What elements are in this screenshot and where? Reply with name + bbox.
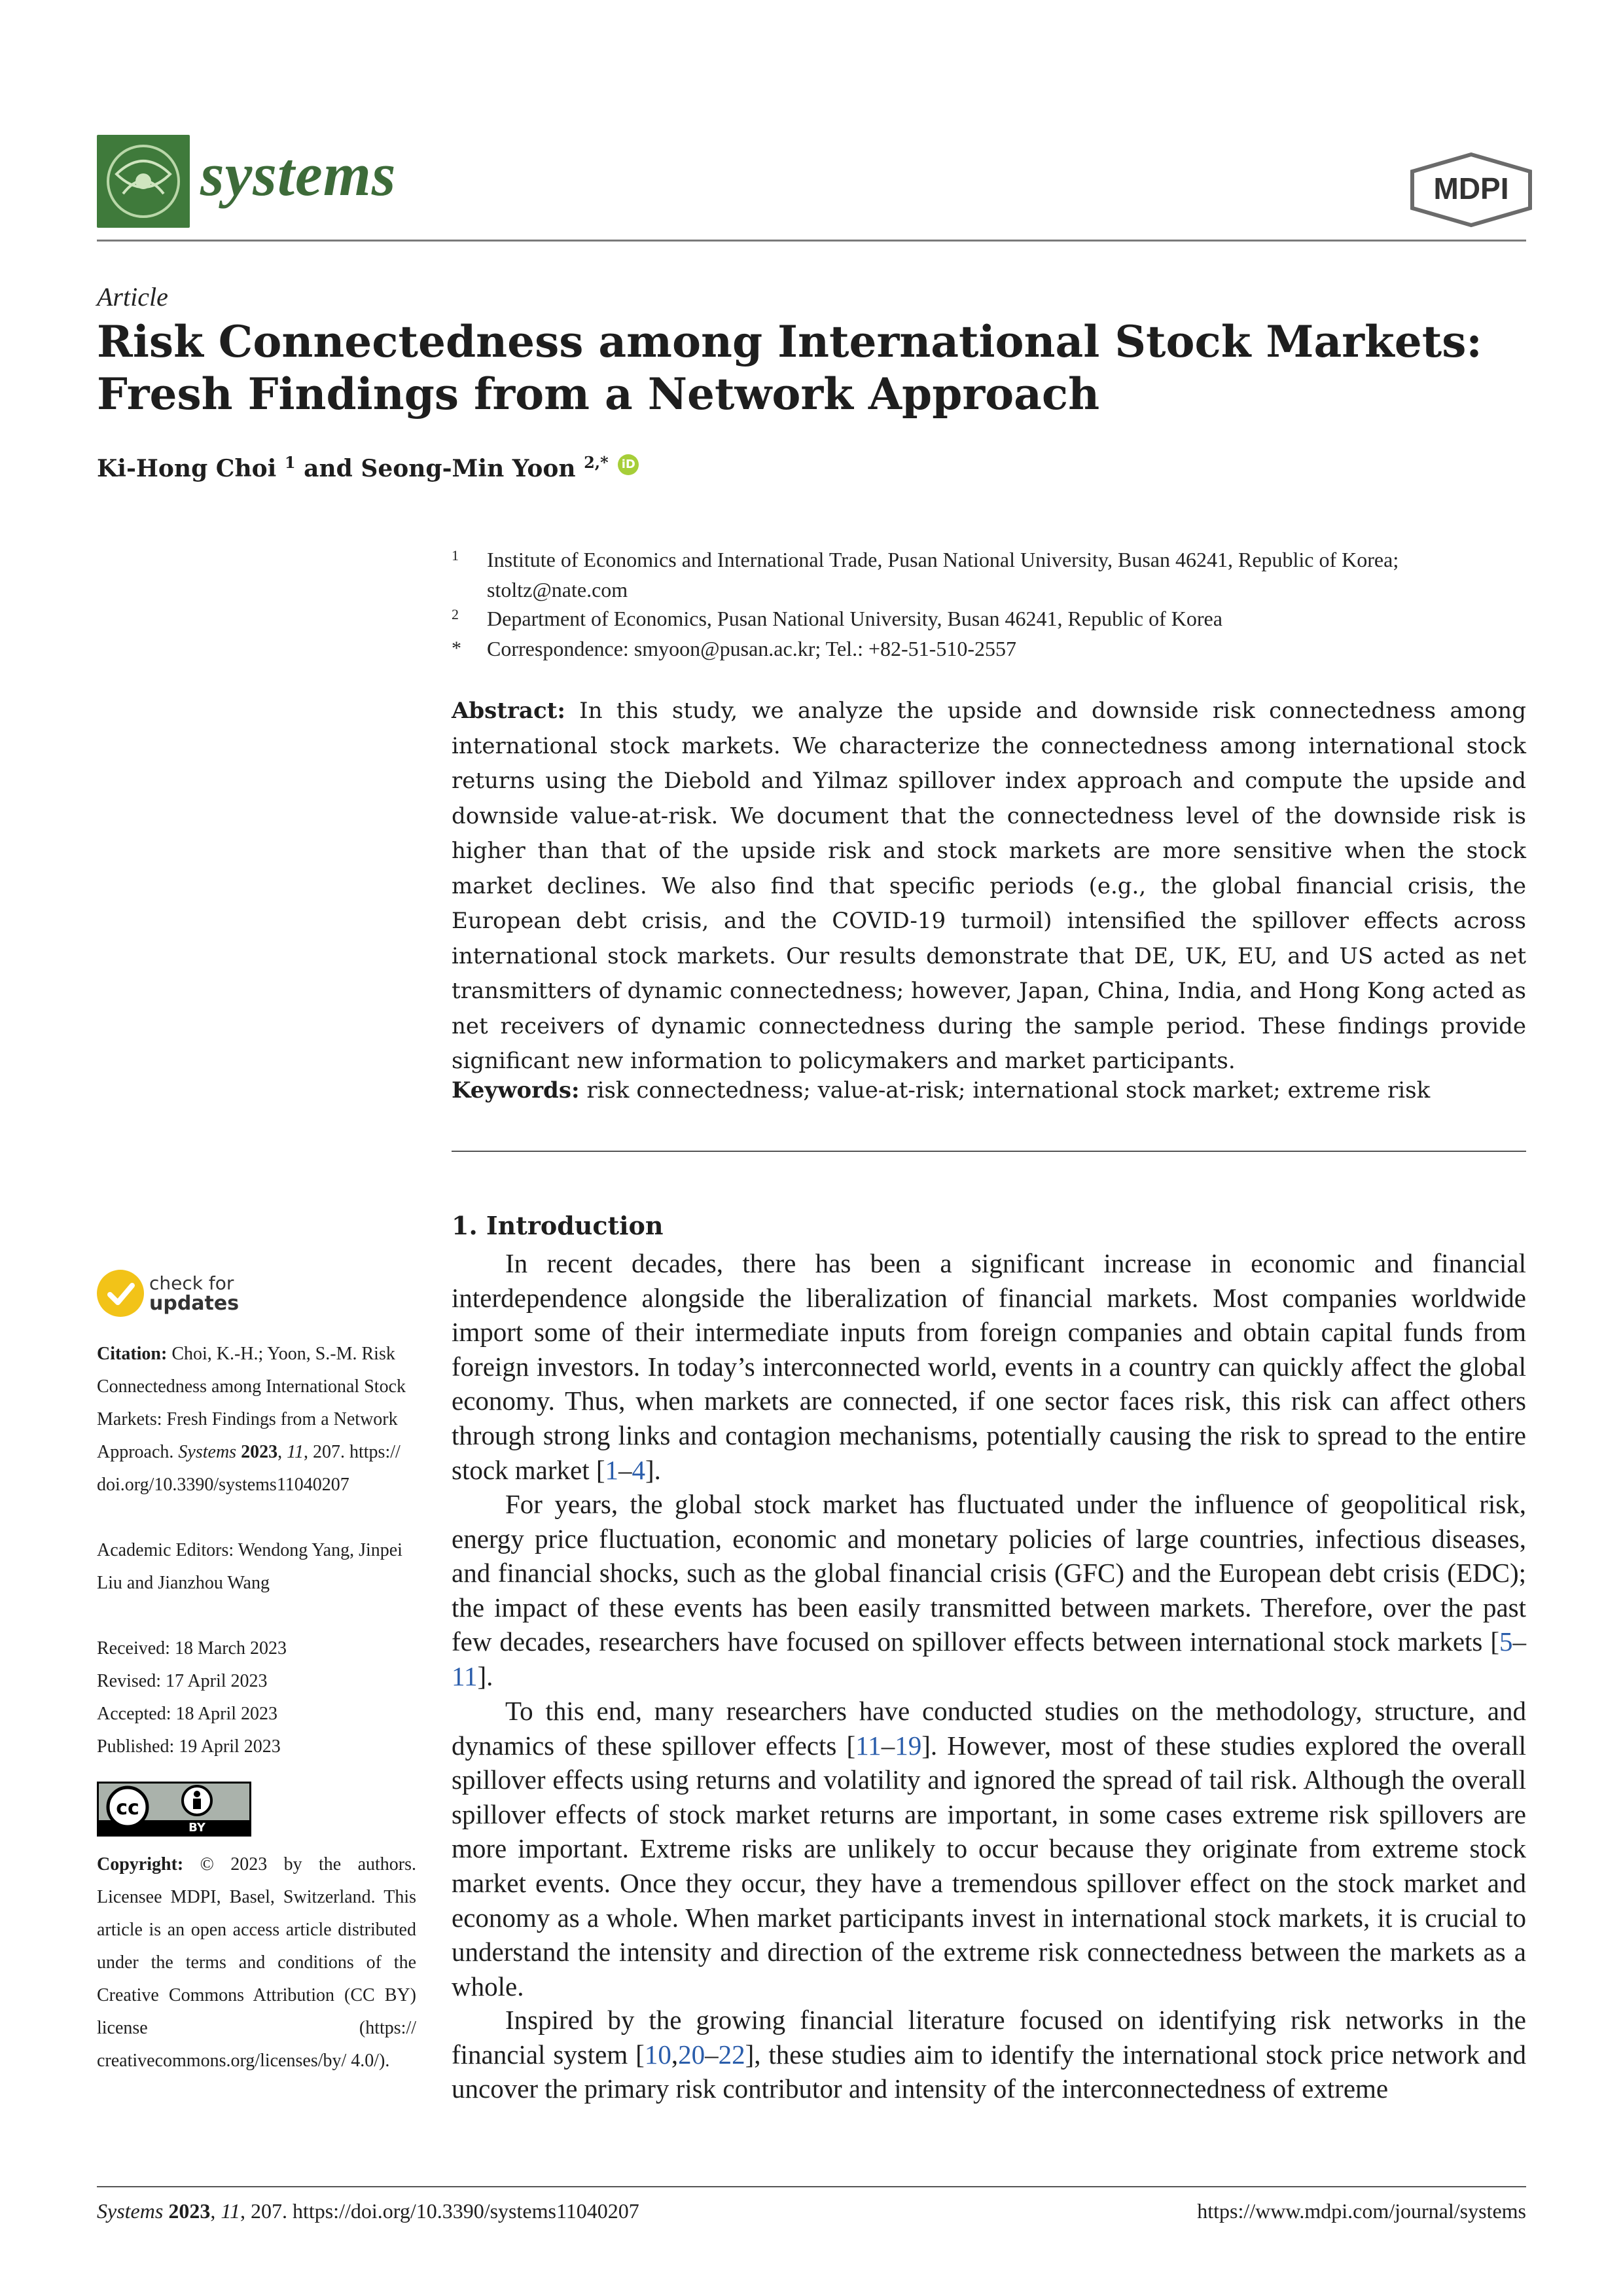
footer-year: 2023 bbox=[168, 2199, 211, 2223]
abstract bbox=[452, 694, 1526, 1079]
author-affil-mark: 2,* bbox=[584, 453, 609, 472]
affiliation-item bbox=[452, 603, 1531, 634]
citation-doi[interactable]: , 207. https:// doi.org/10.3390/systems11040207 bbox=[97, 1442, 401, 1495]
citation-volume: 11 bbox=[287, 1442, 304, 1462]
affiliation-mark: 2 bbox=[452, 606, 459, 622]
accepted-date: Accepted: 18 April 2023 bbox=[97, 1704, 278, 1724]
body-paragraph: In recent decades, there has been a significant increase in economic and financial interdependence alongside the liberalization of financial markets. Most companies worldwide import some of their intermediate inputs from foreign companies and obtain capital funds from foreign investors. In today’s interconnected world, events in a country can quickly affect the global economy. Thus, when markets are connected, if one sector faces risk, this risk can affect others through strong links and contagion mechanisms, potentially causing the risk to spread to the entire stock market [1–4]. bbox=[452, 1248, 1526, 1485]
check-for-updates-label[interactable]: check for bbox=[149, 1272, 234, 1294]
citation-year: 2023 bbox=[241, 1442, 278, 1462]
article-title: Risk Connectedness among International Stock Markets: Fresh Findings from a Network Approach bbox=[97, 316, 1482, 420]
citation-link[interactable]: 19 bbox=[895, 1730, 922, 1761]
citation-block: Citation: Choi, K.-H.; Yoon, S.-M. Risk Connectedness among International Stock Markets: Fresh Findings from a Network Approach. Systems 2023, 11, 207. https:// doi.org/10.3390/systems11040207 bbox=[97, 1344, 406, 1495]
orcid-icon[interactable]: iD bbox=[618, 454, 639, 475]
footer-journal-url[interactable]: https://www.mdpi.com/journal/systems bbox=[1197, 2199, 1526, 2223]
citation-link[interactable]: 4 bbox=[632, 1454, 646, 1485]
mdpi-logo-icon bbox=[1406, 152, 1537, 228]
check-for-updates-icon[interactable] bbox=[97, 1270, 144, 1317]
check-for-updates-label[interactable]: updates bbox=[149, 1292, 240, 1315]
header-divider bbox=[97, 240, 1526, 242]
abstract-divider bbox=[452, 1151, 1526, 1152]
article-type: Article bbox=[97, 282, 168, 312]
affiliation-text: Institute of Economics and International Trade, Pusan National University, Busan 46241, Republic of Korea; stoltz@nate.com bbox=[487, 548, 1399, 601]
authors-joiner: and bbox=[304, 455, 353, 482]
copyright-label: Copyright: bbox=[97, 1854, 184, 1874]
copyright-text: © 2023 by the authors. Licensee MDPI, Basel, Switzerland. This article is an open access article distributed under the terms and conditions of the Creative Commons Attribution (CC BY) license (https:// creativecommons.org/licenses/by/ 4.0/). bbox=[97, 1854, 416, 2071]
mdpi-logo-text: MDPI bbox=[1433, 171, 1509, 206]
citation-journal: Systems bbox=[178, 1442, 237, 1462]
affiliation-item bbox=[452, 545, 1531, 605]
keywords-text: risk connectedness; value-at-risk; international stock market; extreme risk bbox=[586, 1077, 1431, 1103]
author-list bbox=[97, 453, 639, 482]
affiliation-item bbox=[452, 634, 1531, 664]
citation-link[interactable]: 1 bbox=[605, 1454, 619, 1485]
citation-link[interactable]: 11 bbox=[452, 1660, 478, 1691]
footer-journal: Systems bbox=[97, 2199, 164, 2223]
journal-name: systems bbox=[200, 141, 397, 209]
received-date: Received: 18 March 2023 bbox=[97, 1638, 287, 1659]
academic-editors: Academic Editors: Wendong Yang, Jinpei Liu and Jianzhou Wang bbox=[97, 1540, 402, 1593]
correspondence-text: Correspondence: smyoon@pusan.ac.kr; Tel.: +82-51-510-2557 bbox=[487, 637, 1016, 660]
footer-citation: Systems 2023, 11, 207. https://doi.org/10.3390/systems11040207 bbox=[97, 2199, 639, 2223]
citation-link[interactable]: 20 bbox=[678, 2039, 705, 2070]
citation-text: Choi, K.-H.; Yoon, S.-M. Risk Connectedness among International Stock Markets: Fresh Findings from a Network Approach. bbox=[97, 1344, 406, 1462]
author-name[interactable]: Ki-Hong Choi bbox=[97, 455, 277, 482]
citation-link[interactable]: 10 bbox=[644, 2039, 671, 2070]
body-paragraph: Inspired by the growing financial literature focused on identifying risk networks in the financial system [10,20–22], these studies aim to identify the international stock price network and uncover the primary risk contributor and intensity of the interconnectedness of extreme bbox=[452, 2005, 1527, 2104]
body-paragraph: To this end, many researchers have conducted studies on the methodology, structure, and dynamics of these spillover effects [11–19]. However, most of these studies explored the overall spillover effects using returns and volatility and ignored the spread of tail risk. Although the overall spillover effects of stock market returns are important, in some cases extreme risk spillovers are more important. Extreme risks are unlikely to occur because they originate from extreme stock market events. Once they occur, they have a tremendous spillover effect on the stock market and economy as a whole. When market participants invest in international stock markets, it is crucial to understand the intensity and direction of the extreme risk connectedness between the markets as a whole. bbox=[452, 1696, 1526, 2001]
copyright-block bbox=[97, 1848, 416, 2077]
affiliation-mark: 1 bbox=[452, 547, 459, 564]
citation-link[interactable]: 11 bbox=[855, 1730, 882, 1761]
journal-logo-icon bbox=[97, 135, 190, 228]
affiliation-text: Department of Economics, Pusan National University, Busan 46241, Republic of Korea bbox=[487, 607, 1222, 630]
cc-by-license-icon[interactable] bbox=[97, 1782, 251, 1837]
footer-doi[interactable]: , 207. https://doi.org/10.3390/systems11040207 bbox=[240, 2199, 639, 2223]
section-heading: 1. Introduction bbox=[452, 1211, 664, 1240]
citation-link[interactable]: 5 bbox=[1499, 1626, 1513, 1657]
cc-label: cc bbox=[116, 1797, 139, 1820]
footer-volume: 11 bbox=[221, 2199, 240, 2223]
affiliation-mark: * bbox=[452, 637, 461, 659]
abstract-text: In this study, we analyze the upside and downside risk connectedness among international stock markets. We characterize the connectedness among international stock returns using the Diebold and Yilmaz spillover index approach and compute the upside and downside value-at-risk. We document that the connectedness level of the downside risk is higher than that of the upside risk and stock markets are more sensitive when the stock market declines. We also find that specific periods (e.g., the global financial crisis, the European debt crisis, and the COVID-19 turmoil) intensified the spillover effects across international stock markets. Our results demonstrate that DE, UK, EU, and US acted as net transmitters of dynamic connectedness; however, Japan, China, India, and Hong Kong acted as net receivers of dynamic connectedness during the sample period. These findings provide significant new information to policymakers and market participants. bbox=[452, 698, 1526, 1074]
citation-link[interactable]: 22 bbox=[718, 2039, 745, 2070]
published-date: Published: 19 April 2023 bbox=[97, 1736, 281, 1757]
author-name[interactable]: Seong-Min Yoon bbox=[361, 455, 576, 482]
author-affil-mark: 1 bbox=[284, 453, 296, 472]
revised-date: Revised: 17 April 2023 bbox=[97, 1671, 268, 1691]
body-paragraph: For years, the global stock market has fluctuated under the influence of geopolitical risk, energy price fluctuation, economic and monetary policies of large countries, infectious diseases, and financial shocks, such as the global financial crisis (GFC) and the European debt crisis (EDC); the impact of these events has been easily transmitted between markets. Therefore, over the past few decades, researchers have focused on spillover effects between international stock markets [5–11]. bbox=[452, 1489, 1526, 1691]
keywords-label: Keywords: bbox=[452, 1077, 580, 1103]
keywords bbox=[452, 1073, 1526, 1109]
citation-label: Citation: bbox=[97, 1344, 168, 1364]
footer-divider bbox=[97, 2186, 1526, 2187]
cc-by-label: BY bbox=[188, 1821, 205, 1835]
abstract-label: Abstract: bbox=[452, 698, 565, 724]
